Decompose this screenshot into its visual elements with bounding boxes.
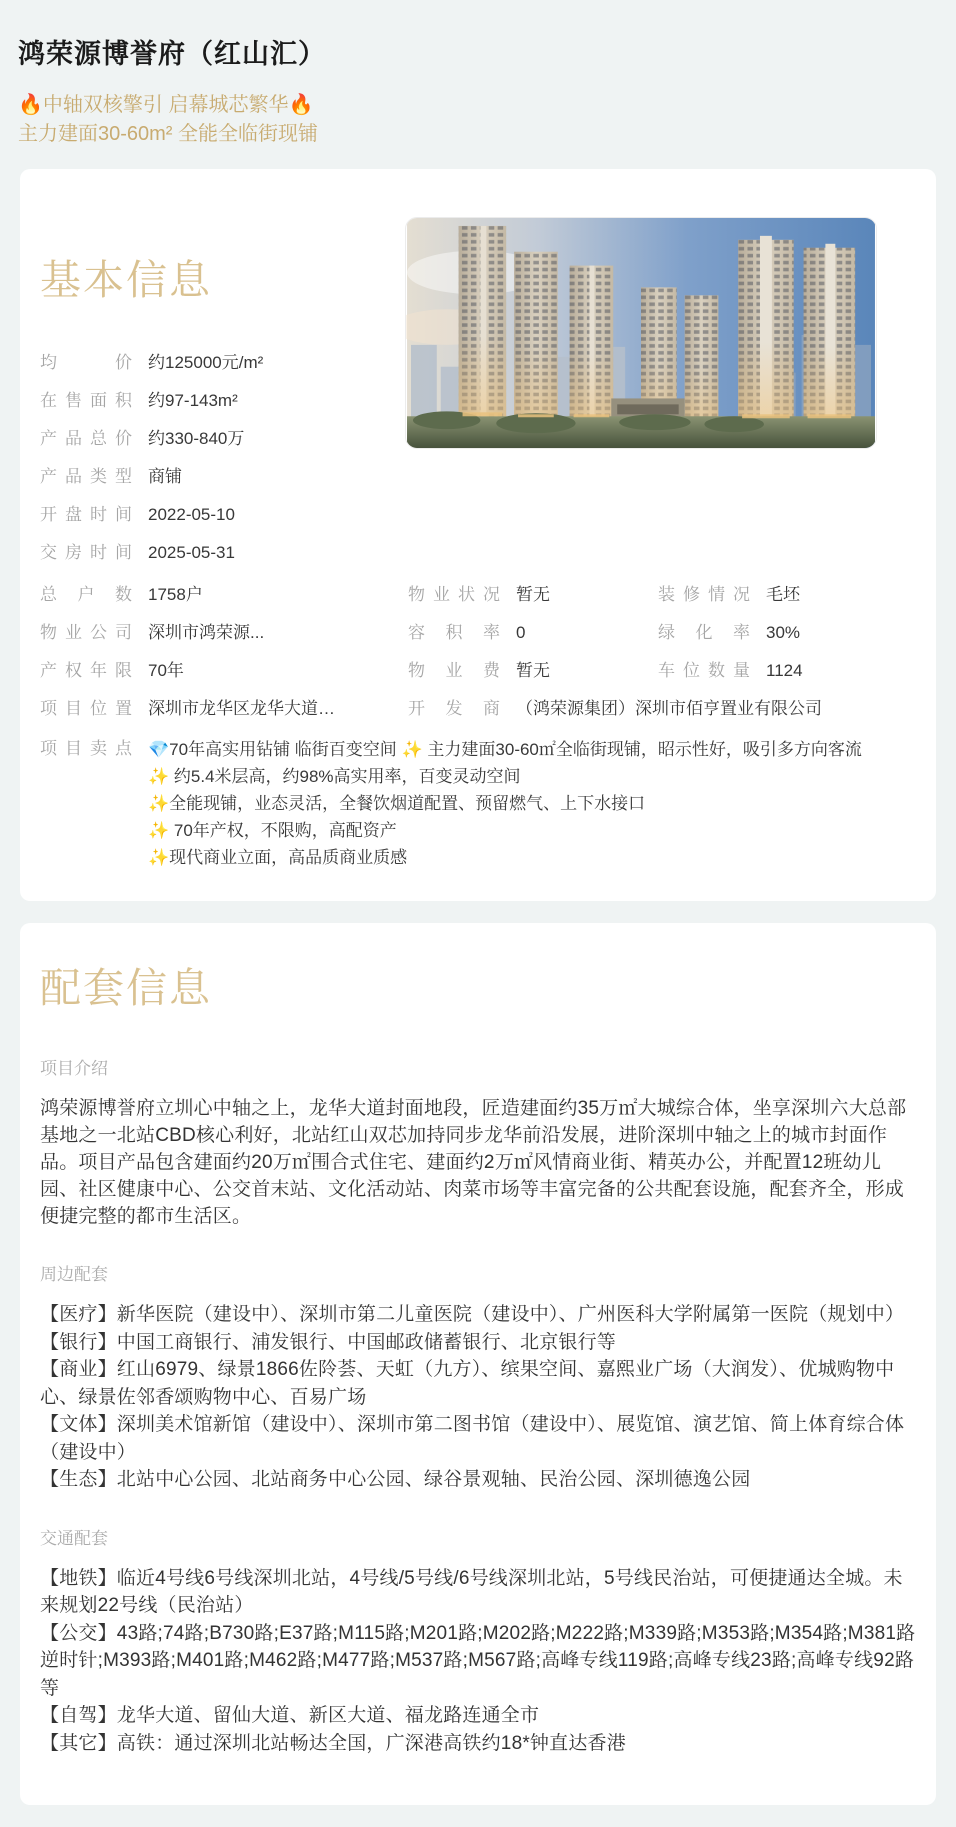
basic-info-section-title: 基本信息: [40, 257, 212, 303]
field-delivery-date-label: 交房时间: [40, 543, 132, 562]
field-plot-ratio-label: 容积率: [408, 623, 500, 642]
nearby-facilities-list: [40, 1301, 916, 1494]
field-parking: [658, 660, 916, 682]
selling-point-line: ✨ 70年产权，不限购，高配资产: [148, 821, 397, 840]
field-developer-value: （鸿荣源集团）深圳市佰亨置业有限公司: [516, 699, 822, 718]
project-intro-paragraph: 鸿荣源博誉府立圳心中轴之上，龙华大道封面地段，匠造建面约35万㎡大城综合体，坐享深圳六大总部基地之一北站CBD核心利好，北站红山双芯加持同步龙华前沿发展，进阶深圳中轴之上的城市封面作品。项目产品包含建面约20万㎡围合式住宅、建面约2万㎡风情商业街、精英办公，并配置12班幼儿园、社区健康中心、公交首末站、文化活动站、肉菜市场等丰富完备的公共配套设施，配套齐全，形成便捷完整的都市生活区。: [40, 1098, 907, 1227]
field-decoration: [658, 584, 916, 606]
field-total-price-label: 产品总价: [40, 429, 132, 448]
field-selling-points: [40, 736, 916, 871]
field-decoration-value: 毛坯: [766, 585, 800, 604]
selling-point-line: ✨全能现铺，业态灵活，全餐饮烟道配置、预留燃气、上下水接口: [148, 794, 646, 813]
transport-facilities-list: [40, 1565, 916, 1758]
basic-info-left-column: [40, 195, 405, 580]
nearby-facility-line: 【文体】深圳美术馆新馆（建设中）、深圳市第二图书馆（建设中）、展览馆、演艺馆、简上体育综合体（建设中）: [40, 1414, 905, 1463]
field-greening-rate: [658, 622, 916, 644]
field-developer-label: 开发商: [408, 699, 500, 718]
field-avg-price-value: 约125000元/m²: [148, 353, 264, 372]
field-tenure-label: 产权年限: [40, 661, 132, 680]
field-total-price-value: 约330-840万: [148, 429, 245, 448]
field-tenure-value: 70年: [148, 661, 184, 680]
building-illustration: [406, 218, 876, 448]
field-delivery-date-value: 2025-05-31: [148, 543, 235, 562]
transport-facility-line: 【其它】高铁：通过深圳北站畅达全国，广深港高铁约18*钟直达香港: [40, 1732, 626, 1754]
field-delivery-date: [40, 542, 405, 564]
field-total-households-value: 1758户: [148, 585, 203, 604]
field-area-value: 约97-143m²: [148, 391, 238, 410]
field-location: [40, 698, 408, 720]
field-total-households-label: 总户数: [40, 585, 132, 604]
nearby-facility-line: 【银行】中国工商银行、浦发银行、中国邮政储蓄银行、北京银行等: [40, 1331, 617, 1353]
field-avg-price: [40, 352, 405, 374]
field-total-price: [40, 428, 405, 450]
transport-subheader: 交通配套: [40, 1528, 108, 1548]
selling-point-line: 💎70年高实用钻铺 临街百变空间 ✨ 主力建面30-60㎡全临街现铺，昭示性好，吸引多方向客流: [148, 740, 862, 759]
field-parking-label: 车位数量: [658, 661, 750, 680]
nearby-facility-line: 【医疗】新华医院（建设中）、深圳市第二儿童医院（建设中）、广州医科大学附属第一医院（规划中）: [40, 1304, 905, 1325]
field-property-company-value: 深圳市鸿荣源...: [148, 623, 265, 642]
nearby-subheader: 周边配套: [40, 1265, 108, 1284]
field-greening-rate-value: 30%: [766, 623, 801, 642]
field-property-fee-value: 暂无: [516, 661, 550, 680]
transport-facility-line: 【地铁】临近4号线6号线深圳北站，4号线/5号线/6号线深圳北站，5号线民治站，可便捷通达全城。未来规划22号线（民治站）: [40, 1567, 903, 1616]
field-location-value: 深圳市龙华区龙华大道…: [148, 699, 335, 718]
field-property-company: [40, 622, 408, 644]
field-open-date-value: 2022-05-10: [148, 505, 235, 524]
field-developer: [408, 698, 916, 720]
field-product-type-value: 商铺: [148, 467, 182, 486]
field-open-date-label: 开盘时间: [40, 505, 132, 524]
field-property-status-value: 暂无: [516, 585, 550, 604]
facilities-section-title: 配套信息: [40, 965, 212, 1011]
basic-info-card: [20, 169, 936, 901]
transport-facility-line: 【公交】43路;74路;B730路;E37路;M115路;M201路;M202路;M222路;M339路;M353路;M354路;M381路逆时针;M393路;M401路;M462路;M477路;M537路;M567路;高峰专线119路;高峰专线23路;高峰专线92路等: [40, 1622, 916, 1699]
field-open-date: [40, 504, 405, 526]
field-location-label: 项目位置: [40, 699, 132, 718]
basic-info-grid: [40, 584, 916, 871]
promo-subtitle-line1: 🔥中轴双核擎引 启幕城芯繁华🔥: [18, 94, 314, 116]
field-property-fee: [408, 660, 658, 682]
nearby-facility-line: 【商业】红山6979、绿景1866佐阾荟、天虹（九方）、缤果空间、嘉熙业广场（大润发）、优城购物中心、绿景佐邻香颂购物中心、百易广场: [40, 1359, 895, 1408]
field-total-households: [40, 584, 408, 606]
field-area: [40, 390, 405, 412]
property-rendering-image[interactable]: [405, 217, 877, 449]
intro-subheader: 项目介绍: [40, 1059, 108, 1078]
promo-subtitle-line2: 主力建面30-60m² 全能全临街现铺: [18, 123, 319, 145]
field-product-type: [40, 466, 405, 488]
field-greening-rate-label: 绿化率: [658, 623, 750, 642]
field-parking-value: 1124: [766, 661, 803, 680]
field-property-company-label: 物业公司: [40, 623, 132, 642]
transport-facility-line: 【自驾】龙华大道、留仙大道、新区大道、福龙路连通全市: [40, 1705, 540, 1726]
facilities-card: [20, 923, 936, 1805]
selling-points-list: [148, 736, 916, 871]
nearby-facility-line: 【生态】北站中心公园、北站商务中心公园、绿谷景观轴、民治公园、深圳德逸公园: [40, 1469, 751, 1490]
selling-point-line: ✨现代商业立面，高品质商业质感: [148, 848, 408, 867]
field-property-status-label: 物业状况: [408, 585, 500, 604]
field-area-label: 在售面积: [40, 391, 132, 410]
selling-point-line: ✨ 约5.4米层高，约98%高实用率，百变灵动空间: [148, 767, 521, 786]
field-property-fee-label: 物业费: [408, 661, 500, 680]
page-title: 鸿荣源博誉府（红山汇）: [18, 39, 326, 69]
page-header: [0, 0, 956, 169]
field-property-status: [408, 584, 658, 606]
field-plot-ratio: [408, 622, 658, 644]
field-plot-ratio-value: 0: [516, 623, 526, 642]
field-decoration-label: 装修情况: [658, 585, 750, 604]
field-avg-price-label: 均价: [40, 353, 132, 372]
field-selling-points-label: 项目卖点: [40, 739, 132, 758]
field-product-type-label: 产品类型: [40, 467, 132, 486]
field-tenure: [40, 660, 408, 682]
